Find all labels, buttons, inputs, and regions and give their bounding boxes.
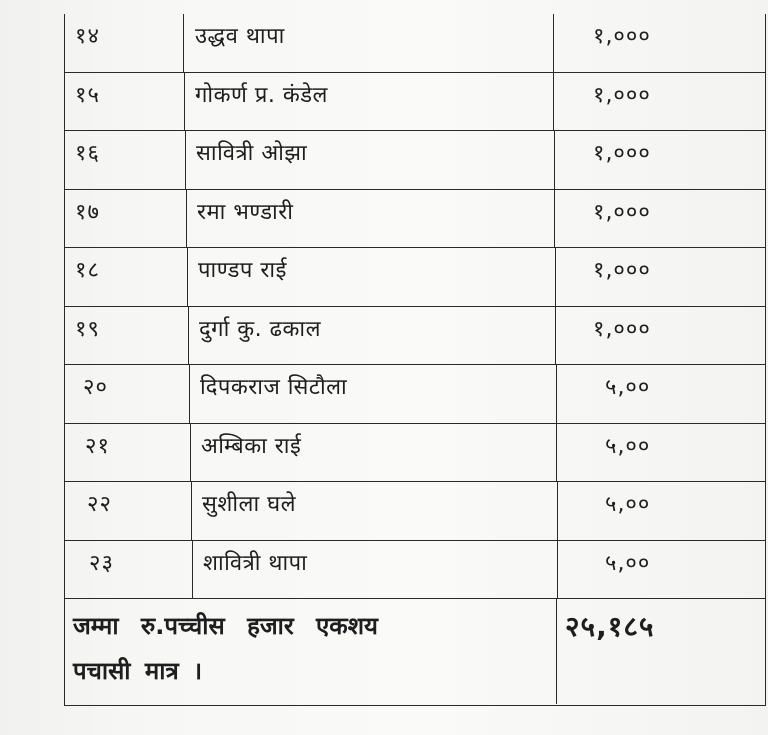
donor-name: गोकर्ण प्र. कंडेल [195,82,328,108]
amount: १,००० [593,316,651,342]
table-row [65,541,765,600]
donor-name: उद्धव थापा [195,24,285,49]
column-divider [189,365,190,423]
donor-name: दिपकराज सिटौला [200,375,348,400]
column-divider [188,307,189,365]
column-divider [191,482,192,540]
amount: १,००० [593,258,651,283]
column-divider [557,482,558,540]
amount: १,००० [593,24,651,49]
table-row [65,73,765,132]
amount: ५,०० [605,375,651,400]
serial-number: १६ [75,141,100,166]
serial-number: १८ [75,258,100,283]
column-divider [185,131,186,189]
amount: १,००० [593,199,651,225]
serial-number: २१ [85,433,110,459]
amount: ५,०० [605,433,651,459]
donor-name: दुर्गा कु. ढकाल [199,316,322,342]
amount: १,००० [593,82,651,108]
serial-number: २३ [89,550,114,576]
table-row [65,424,765,483]
serial-number: २० [83,375,108,400]
table-row [65,248,765,307]
serial-number: १४ [75,24,100,49]
donor-name: सावित्री ओझा [196,141,308,166]
column-divider [183,14,184,72]
amount: ५,०० [605,550,651,576]
amount: १,००० [593,141,651,166]
column-divider [554,131,555,189]
donor-name: पाण्डप राई [198,258,287,283]
serial-number: २२ [87,492,112,517]
donor-name: सुशीला घले [202,492,297,517]
total-row [65,599,765,704]
donor-name: अम्बिका राई [201,433,302,459]
column-divider [556,365,557,423]
table-row [65,365,765,424]
serial-number: १९ [75,316,100,342]
total-label-line2: पचासी मात्र । [73,657,203,685]
donor-name: शावित्री थापा [203,550,308,576]
table-row [65,14,765,73]
column-divider [555,307,556,365]
column-divider [556,599,557,704]
column-divider [553,73,554,131]
serial-number: १५ [75,82,100,108]
total-amount: २५,१८५ [565,610,655,643]
donation-table [64,14,766,706]
column-divider [555,248,556,306]
table-row [65,131,765,190]
donor-name: रमा भण्डारी [197,199,294,225]
serial-number: १७ [75,199,100,225]
amount: ५,०० [605,492,651,517]
column-divider [192,541,193,599]
column-divider [190,424,191,482]
column-divider [554,190,555,248]
table-row [65,190,765,249]
column-divider [187,248,188,306]
column-divider [556,424,557,482]
column-divider [186,190,187,248]
column-divider [553,14,554,72]
column-divider [184,73,185,131]
column-divider [557,541,558,599]
total-label-line1: जम्मा रु.पच्चीस हजार एकशय [73,612,378,640]
table-row [65,482,765,541]
table-row [65,307,765,366]
